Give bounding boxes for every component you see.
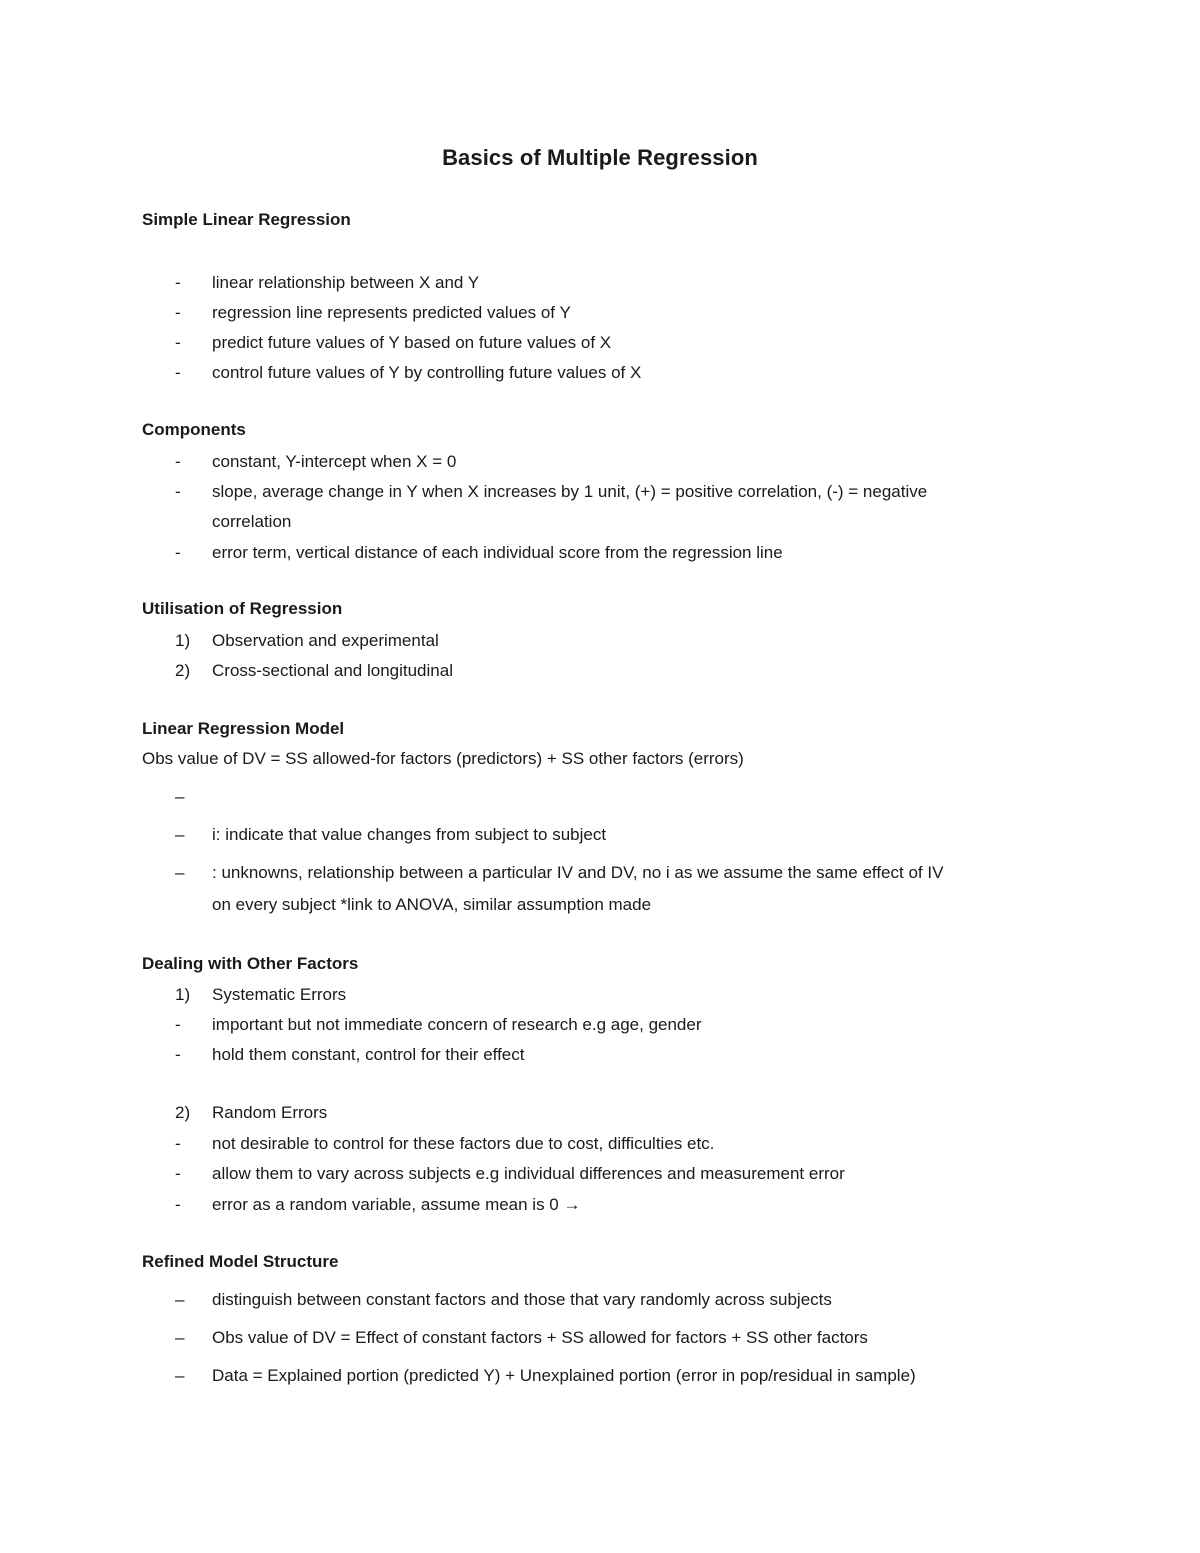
item-number: 2) bbox=[175, 661, 191, 680]
heading-components: Components bbox=[142, 420, 246, 439]
bullet-dash: - bbox=[175, 452, 181, 471]
bullet-dash: – bbox=[175, 1366, 185, 1385]
heading-utilisation: Utilisation of Regression bbox=[142, 599, 343, 618]
bullet-dash: - bbox=[175, 543, 181, 562]
bullet-dash: - bbox=[175, 303, 181, 322]
bullet-dash: – bbox=[175, 787, 185, 806]
document-page: Basics of Multiple Regression Simple Linear Regression - linear relationship between X and Y - regression line represents predicted values of Y - predict future values of Y based on future values of X - control future values of Y by controlling future values of X Components - constant, Y-intercept when X = 0 - slope, average change in Y when X increases by 1 unit, (+) = positive correlation, (-) = negative correlation - error term, vertical distance of each individual score from the regression line Utilisation of Regression 1) Observation and experimental 2) Cross-sectional and longitudinal Linear Regression Model Obs value of DV = SS allowed-for factors (predictors) + SS other factors (errors) – – i: indicate that value changes from subject to subject – : unknowns, relationship between a particular IV and DV, no i as we assume the same effect of IV on every subject *link to ANOVA, similar assumption made Dealing with Other Factors 1) Systematic Errors - important but not immediate concern of research e.g age, gender - hold them constant, control for their effect 2) Random Errors - not desirable to control for these factors due to cost, difficulties etc. - allow them to vary across subjects e.g individual differences and measurement error - error as a random variable, assume mean is 0 → Refined Model Structure – distinguish between constant factors and those that vary randomly across subjects – Obs value of DV = Effect of constant factors + SS allowed for factors + SS other factors – Data = Explained portion (predicted Y) + Unexplained portion (error in pop/residual in sample) bbox=[0, 0, 1200, 1553]
heading-linear-regression-model: Linear Regression Model bbox=[142, 719, 345, 738]
bullet-dash: – bbox=[175, 1328, 185, 1347]
heading-refined-model-structure: Refined Model Structure bbox=[142, 1252, 339, 1271]
bullet-dash: - bbox=[175, 1015, 181, 1034]
bullet-dash: - bbox=[175, 1045, 181, 1064]
bullet-dash: - bbox=[175, 1164, 181, 1183]
heading-simple-linear-regression: Simple Linear Regression bbox=[142, 210, 351, 229]
bullet-dash: - bbox=[175, 333, 181, 352]
bullet-dash: – bbox=[175, 1290, 185, 1309]
heading-dealing-with-other-factors: Dealing with Other Factors bbox=[142, 954, 359, 973]
bullet-dash: – bbox=[175, 863, 185, 882]
item-number: 2) bbox=[175, 1103, 191, 1122]
model-equation-text: Obs value of DV = SS allowed-for factors (predictors) + SS other factors (errors) bbox=[142, 749, 744, 768]
bullet-dash: - bbox=[175, 273, 181, 292]
bullet-dash: - bbox=[175, 1195, 181, 1214]
bullet-dash: - bbox=[175, 482, 181, 501]
bullet-dash: - bbox=[175, 1134, 181, 1153]
bullet-dash: – bbox=[175, 825, 185, 844]
bullet-dash: - bbox=[175, 363, 181, 382]
item-number: 1) bbox=[175, 631, 191, 650]
item-number: 1) bbox=[175, 985, 191, 1004]
page-title: Basics of Multiple Regression bbox=[442, 145, 758, 170]
